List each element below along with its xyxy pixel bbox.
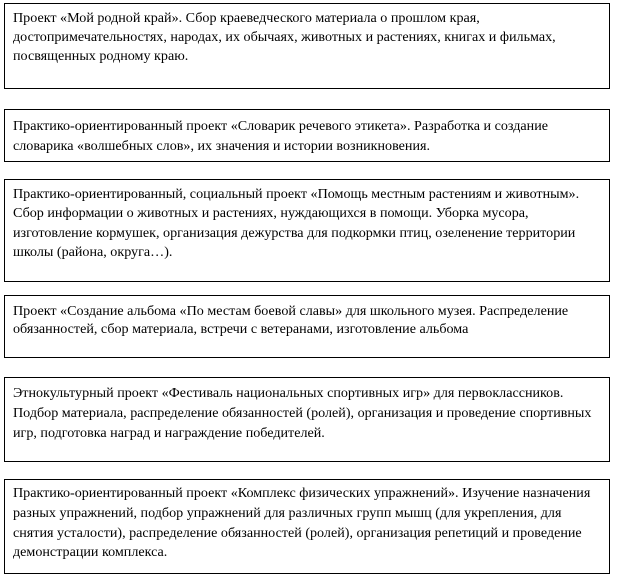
project-text: Практико-ориентированный проект «Комплекс физических упражнений». Изучение назначения разных упражнений, подбор упражнений для различных групп мышц (для укрепления, для снятия усталости), распределение обязанностей (ролей), организация репетиций и проведение демонстрации комплекса. xyxy=(13,485,591,561)
project-box-native-land xyxy=(4,3,610,89)
project-box-sports-games-festival xyxy=(4,377,610,462)
project-text: Практико-ориентированный проект «Словарик речевого этикета». Разработка и создание словарика «волшебных слов», их значения и истории возникновения. xyxy=(13,118,549,154)
project-box-etiquette-dictionary xyxy=(4,109,610,162)
project-text: Проект «Создание альбома «По местам боевой славы» для школьного музея. Распределение обязанностей, сбор материала, встречи с ветеранами, изготовление альбома xyxy=(13,303,569,338)
project-box-military-glory-album xyxy=(4,295,610,358)
project-box-exercise-complex xyxy=(4,479,610,574)
project-text: Практико-ориентированный, социальный проект «Помощь местным растениям и животным». Сбор информации о животных и растениях, нуждающихся в помощи. Уборка мусора, изготовление кормушек, организация дежурства для подкормки птиц, озеленение территории школы (района, округа…). xyxy=(13,186,580,260)
project-text: Проект «Мой родной край». Сбор краеведческого материала о прошлом края, достопримечательностях, народах, их обычаях, животных и растениях, книгах и фильмах, посвященных родному краю. xyxy=(13,10,556,65)
project-text: Этнокультурный проект «Фестиваль национальных спортивных игр» для первоклассников. Подбор материала, распределение обязанностей (ролей), организация и проведение спортивных игр, подготовка наград и награждение победителей. xyxy=(13,385,592,441)
project-box-plants-animals-help xyxy=(4,179,610,282)
